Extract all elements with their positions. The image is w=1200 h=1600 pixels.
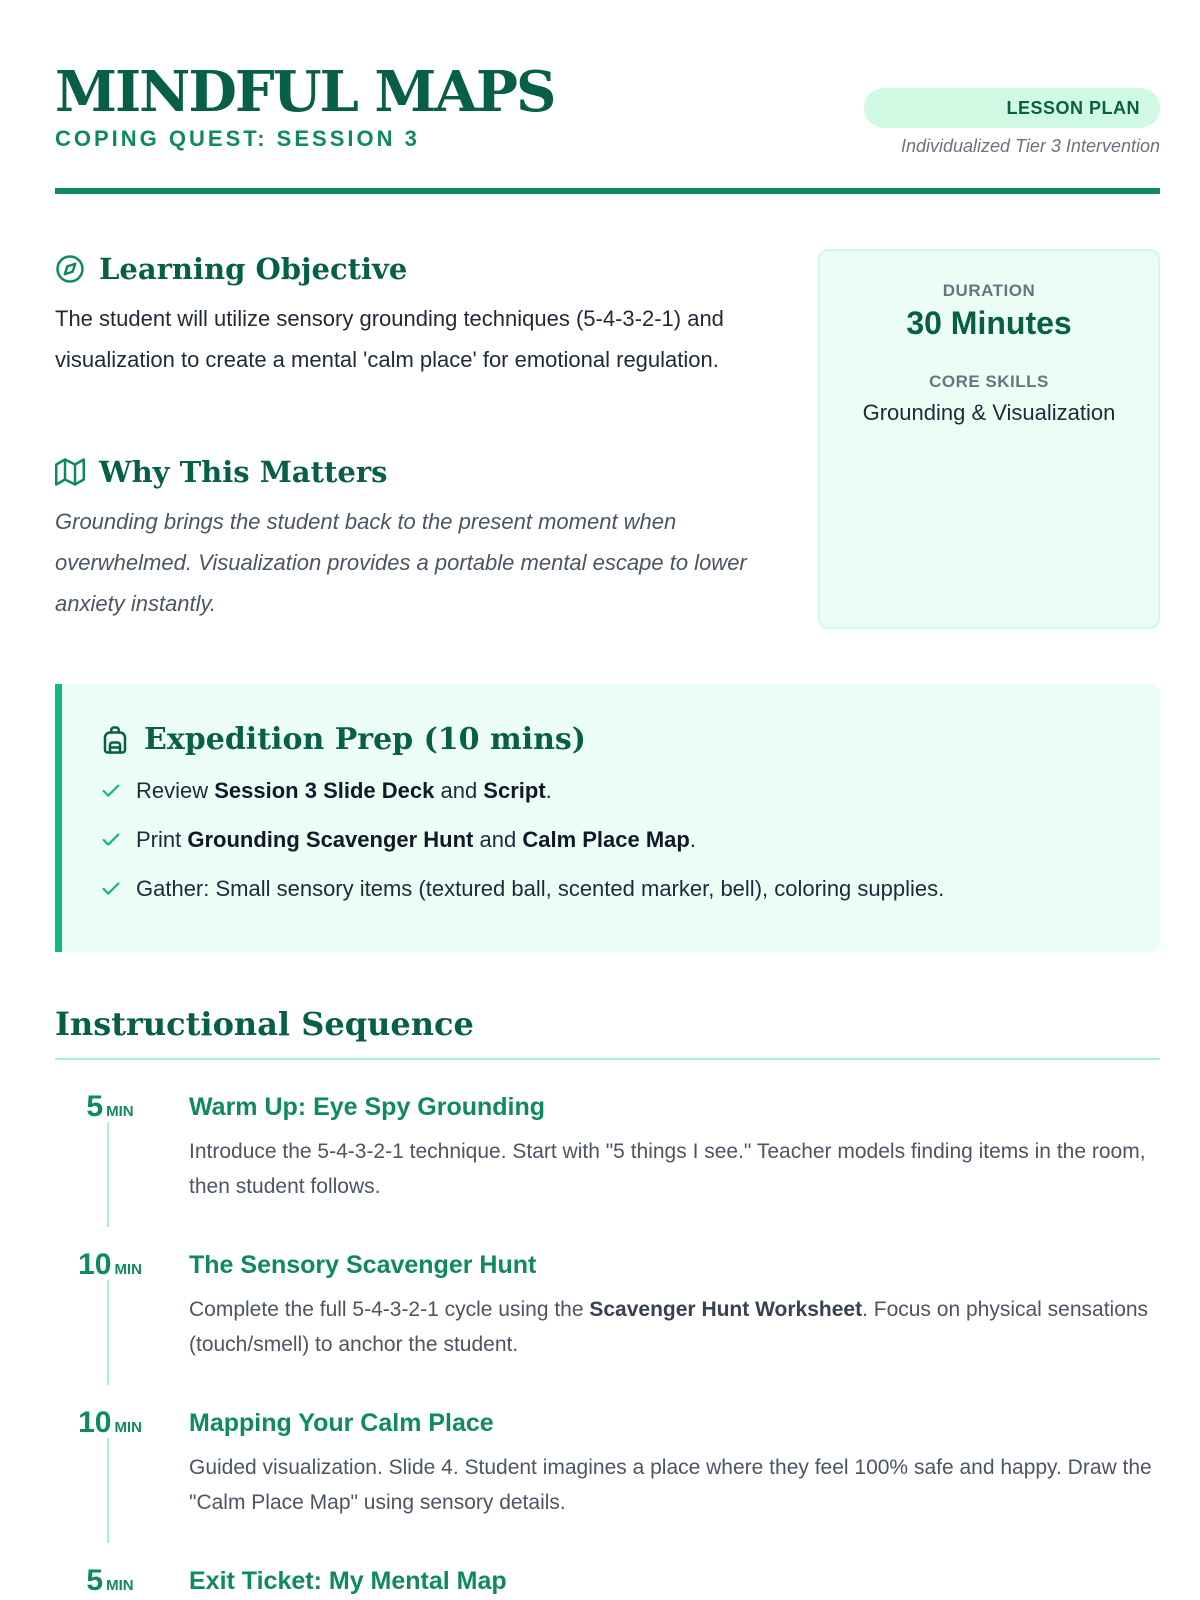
map-icon [55, 457, 85, 487]
session-subtitle: COPING QUEST: SESSION 3 [55, 126, 420, 151]
step-title: Warm Up: Eye Spy Grounding [189, 1093, 546, 1121]
lesson-plan-badge: LESSON PLAN [864, 88, 1160, 128]
step-duration: 10 MIN [78, 1248, 142, 1281]
prep-item-text: Review Session 3 Slide Deck and Script. [136, 778, 552, 803]
check-icon [100, 878, 122, 900]
duration-label: DURATION [942, 281, 1036, 300]
page-title: MINDFUL MAPS [55, 59, 555, 125]
step-duration: 5 MIN [86, 1564, 134, 1597]
learning-objective-text: The student will utilize sensory grounding techniques (5-4-3-2-1) and visualization to create a mental 'calm place' for emotional regulation. [55, 306, 724, 372]
header-divider [55, 188, 1160, 194]
expedition-prep-box [55, 684, 1160, 952]
expedition-prep-heading [100, 722, 1120, 757]
why-this-matters-section [55, 455, 755, 624]
check-icon [100, 829, 122, 851]
instructional-sequence-heading: Instructional Sequence [55, 1005, 474, 1043]
header [55, 59, 1160, 156]
duration-value: 30 Minutes [906, 305, 1072, 341]
step-duration: 5 MIN [86, 1090, 134, 1123]
timeline-connector [107, 1122, 109, 1227]
timeline-connector [107, 1438, 109, 1543]
backpack-icon [100, 725, 130, 755]
timeline-connector [107, 1280, 109, 1385]
sequence-divider [55, 1058, 1160, 1060]
why-this-matters-heading [55, 455, 755, 489]
prep-item-text: Print Grounding Scavenger Hunt and Calm Place Map. [136, 827, 696, 852]
prep-item [100, 777, 1120, 805]
learning-objective-section [55, 252, 755, 380]
step-description: Introduce the 5-4-3-2-1 technique. Start with "5 things I see." Teacher models finding items in the room, then student follows. [189, 1140, 1146, 1198]
step-description: Complete the full 5-4-3-2-1 cycle using the Scavenger Hunt Worksheet. Focus on physical sensations (touch/smell) to anchor the student. [189, 1298, 1149, 1356]
step-description: Guided visualization. Slide 4. Student imagines a place where they feel 100% safe and happy. Draw the "Calm Place Map" using sensory details. [189, 1456, 1152, 1514]
step-duration: 10 MIN [78, 1406, 142, 1439]
prep-item [100, 826, 1120, 854]
why-this-matters-text: Grounding brings the student back to the present moment when overwhelmed. Visualization provides a portable mental escape to lower anxiety instantly. [55, 509, 747, 616]
learning-objective-heading [55, 252, 755, 286]
step-title: Exit Ticket: My Mental Map [189, 1567, 507, 1595]
prep-checklist [100, 777, 1120, 903]
expedition-prep-title: Expedition Prep (10 mins) [144, 722, 587, 757]
step-title: The Sensory Scavenger Hunt [189, 1251, 537, 1279]
core-skills-label: CORE SKILLS [929, 372, 1049, 391]
intervention-note: Individualized Tier 3 Intervention [901, 136, 1160, 156]
learning-objective-title: Learning Objective [99, 252, 408, 286]
why-this-matters-title: Why This Matters [99, 455, 388, 489]
duration-card [818, 249, 1160, 629]
prep-item [100, 875, 1120, 903]
step-title: Mapping Your Calm Place [189, 1409, 494, 1437]
check-icon [100, 780, 122, 802]
compass-icon [55, 254, 85, 284]
core-skills-value: Grounding & Visualization [862, 400, 1116, 425]
prep-item-text: Gather: Small sensory items (textured ball, scented marker, bell), coloring supplies. [136, 876, 945, 901]
